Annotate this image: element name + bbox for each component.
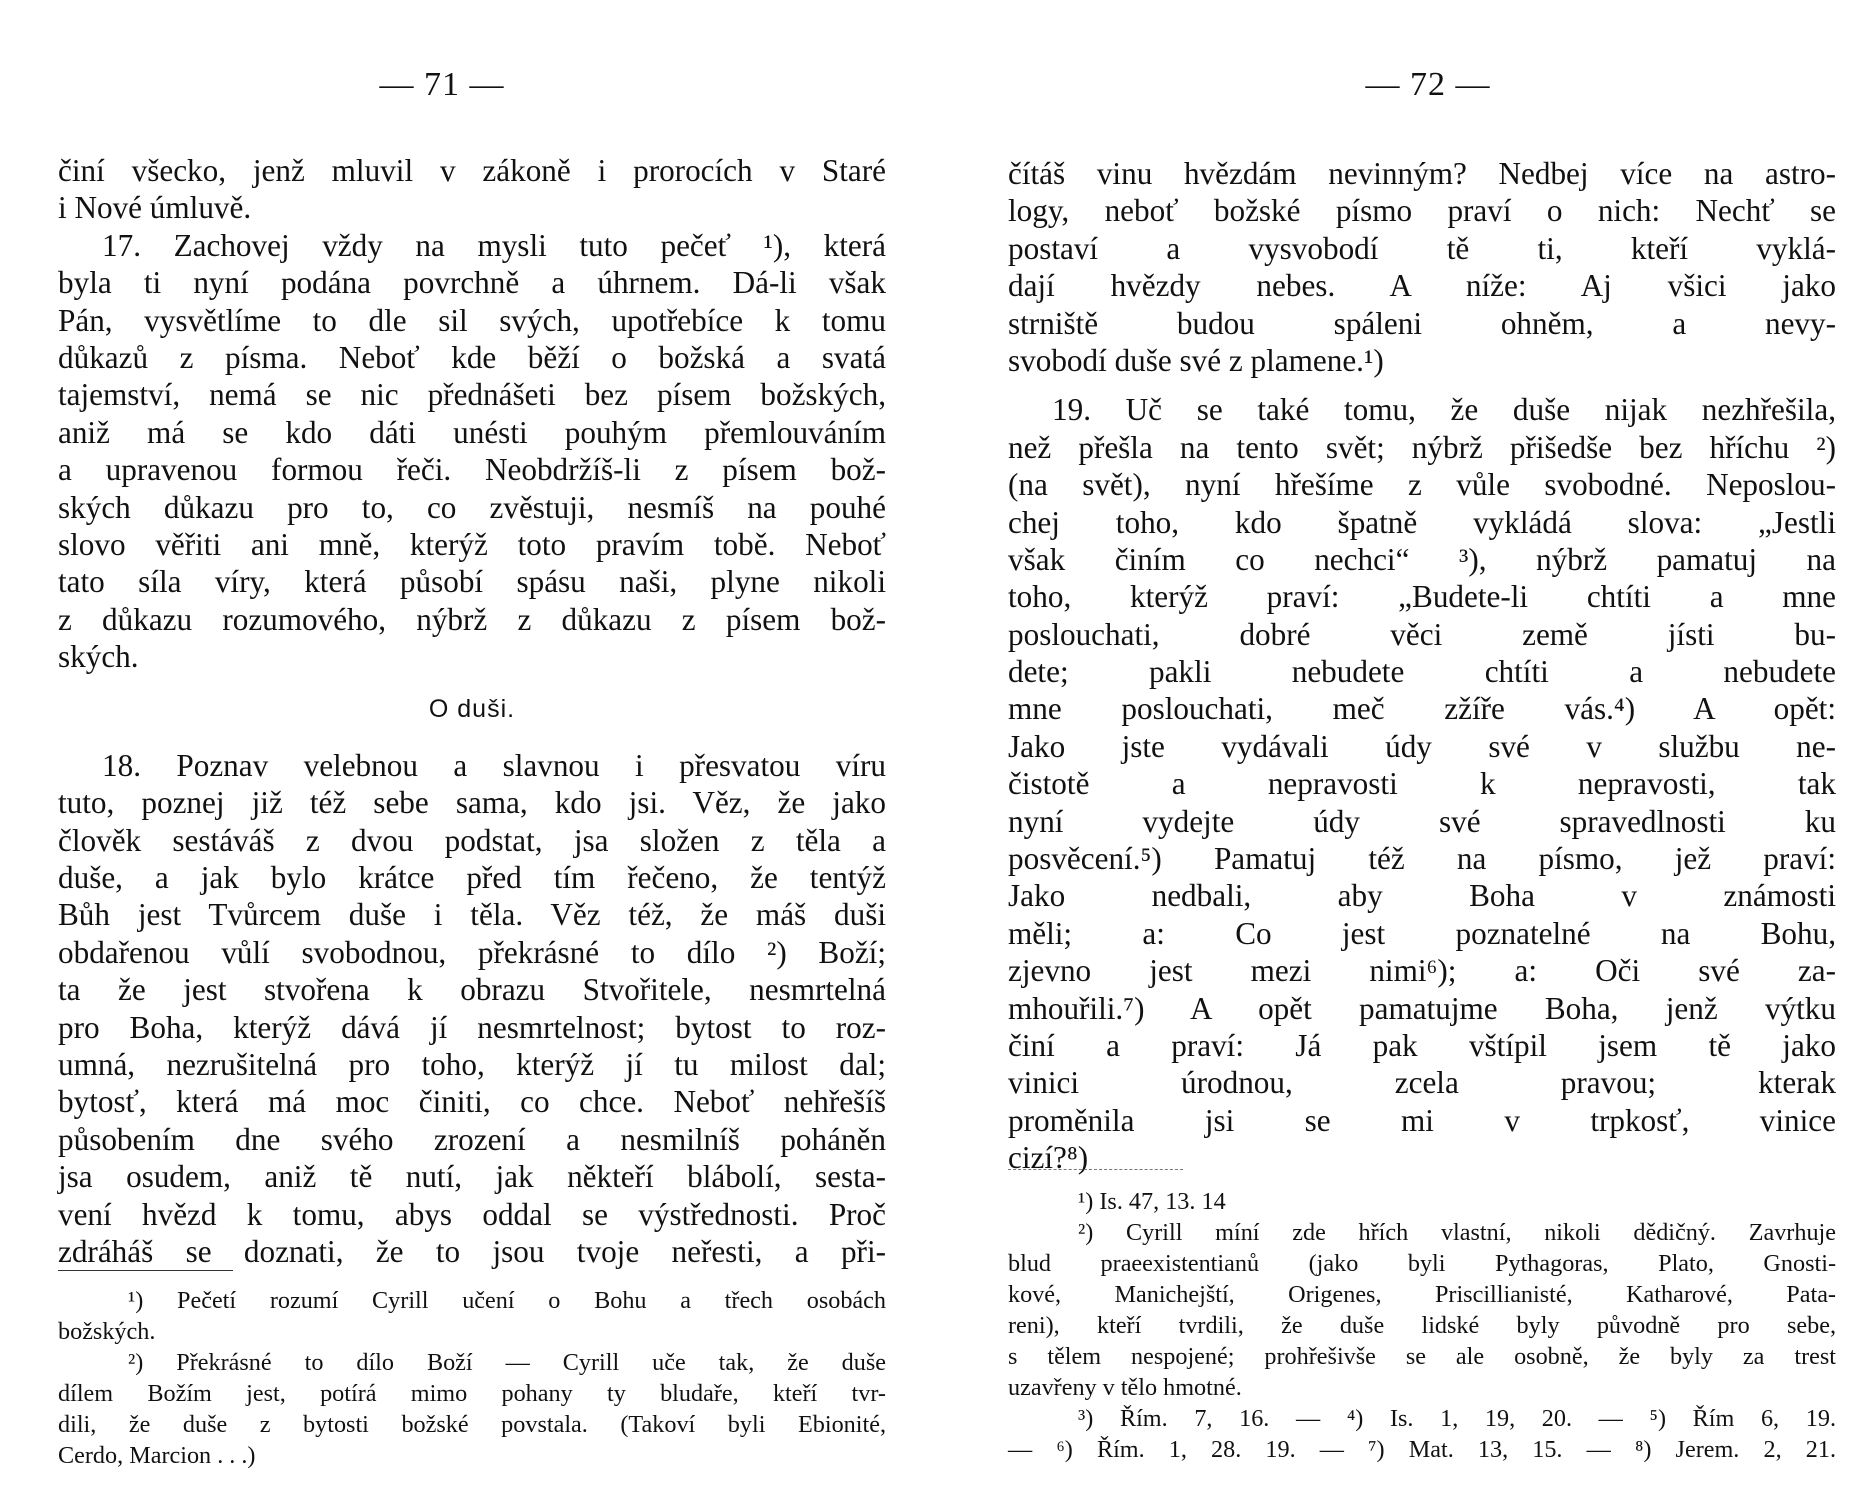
text-line: působením dne svého zrození a nesmilníš poháněn [58, 1121, 886, 1157]
text-line: mhouřili.⁷) A opět pamatujme Boha, jenž výtku [1008, 990, 1836, 1026]
footnote-line: s tělem nespojené; prohřešivše se ale osobně, že byly za trest [1008, 1343, 1836, 1370]
text-line: i Nové úmluvě. [58, 190, 252, 226]
text-line: proměnila jsi se mi v trpkosť, vinice [1008, 1102, 1836, 1138]
text-line: činí a praví: Já pak vštípil jsem tě jako [1008, 1027, 1836, 1063]
text-line: Pán, vysvětlíme to dle sil svých, upotřebíce k tomu [58, 302, 886, 338]
text-line: posvěcení.⁵) Pamatuj též na písmo, jež praví: [1008, 841, 1836, 877]
footnote-line: ³) Řím. 7, 16. — ⁴) Is. 1, 19, 20. — ⁵) Řím 6, 19. [1078, 1405, 1836, 1432]
text-line: svobodí duše své z plamene.¹) [1008, 342, 1384, 378]
text-line: aniž má se kdo dáti unésti pouhým přemlouváním [58, 414, 886, 450]
text-line: 17. Zachovej vždy na mysli tuto pečeť ¹), která [102, 227, 886, 263]
text-line: slovo věřiti ani mně, kterýž toto pravím tobě. Neboť [58, 526, 886, 562]
text-line: čistotě a nepravosti k nepravosti, tak [1008, 766, 1836, 802]
text-line: pro Boha, kterýž dává jí nesmrtelnost; bytost to roz- [58, 1009, 886, 1045]
text-line: obdařenou vůlí svobodnou, překrásné to dílo ²) Boží; [58, 934, 886, 970]
text-line: čítáš vinu hvězdám nevinným? Nedbej více na astro- [1008, 156, 1836, 191]
text-line: umná, nezrušitelná pro toho, kterýž jí tu milost dal; [58, 1046, 886, 1082]
text-line: činí všecko, jenž mluvil v zákoně i prorocích v Staré [58, 153, 886, 188]
text-line: toho, kterýž praví: „Budete-li chtíti a mne [1008, 579, 1836, 615]
text-line: poslouchati, dobré věci země jísti bu- [1008, 616, 1836, 652]
text-line: vinici úrodnou, zcela pravou; kterak [1008, 1065, 1836, 1101]
text-line: logy, neboť božské písmo praví o nich: Nechť se [1008, 193, 1836, 229]
text-line: než přešla na tento svět; nýbrž přišedše bez hříchu ²) [1008, 429, 1836, 465]
footnote-line: božských. [58, 1318, 156, 1345]
footnote-divider [58, 1270, 233, 1271]
text-line: bytosť, která má moc činiti, co chce. Neboť nehřešíš [58, 1084, 886, 1120]
section-heading: O duši. [428, 695, 516, 724]
text-line: ských důkazu pro to, co zvěstuji, nesmíš na pouhé [58, 489, 886, 525]
text-line: byla ti nyní podána povrchně a úhrnem. Dá-li však [58, 265, 886, 301]
text-line: 19. Uč se také tomu, že duše nijak nezhřešila, [1052, 392, 1836, 428]
page-number: — 71 — [379, 66, 505, 103]
text-line: důkazů z písma. Neboť kde běží o božská a svatá [58, 339, 886, 375]
text-line: tuto, poznej již též sebe sama, kdo jsi. Věz, že jako [58, 785, 886, 821]
footnotes [1008, 1186, 1836, 1465]
text-line: dete; pakli nebudete chtíti a nebudete [1008, 654, 1836, 690]
text-line: však činím co nechci“ ³), nýbrž pamatuj na [1008, 541, 1836, 577]
text-line: jsa osudem, aniž tě nutí, jak někteří blábolí, sesta- [58, 1159, 886, 1195]
footnote-line: ¹) Is. 47, 13. 14 [1078, 1188, 1226, 1215]
text-line: ských. [58, 639, 139, 675]
text-line: mne poslouchati, meč zžíře vás.⁴) A opět: [1008, 691, 1836, 727]
text-line: postaví a vysvobodí tě ti, kteří vyklá- [1008, 230, 1836, 266]
text-line: a upravenou formou řeči. Neobdržíš-li z písem bož- [58, 452, 886, 488]
footnotes [58, 1285, 886, 1471]
footnote-line: dílem Božím jest, potírá mimo pohany ty bludaře, kteří tvr- [58, 1380, 886, 1407]
text-line: cizí?⁸) [1008, 1140, 1089, 1176]
text-line: člověk sestáváš z dvou podstat, jsa složen z těla a [58, 822, 886, 858]
text-line: 18. Poznav velebnou a slavnou i přesvatou víru [102, 747, 886, 783]
footnote-line: ²) Překrásné to dílo Boží — Cyrill uče tak, že duše [128, 1349, 886, 1376]
text-line: vení hvězd k tomu, abys oddal se výstřednosti. Proč [58, 1196, 886, 1232]
left-page [58, 0, 886, 1500]
footnote-line: uzavřeny v tělo hmotné. [1008, 1374, 1242, 1401]
footnote-line: kové, Manichejští, Origenes, Priscillianisté, Katharové, Pata- [1008, 1281, 1836, 1308]
text-line: zdráháš se doznati, že to jsou tvoje neřesti, a při- [58, 1233, 886, 1269]
text-line: zjevno jest mezi nimi⁶); a: Oči své za- [1008, 953, 1836, 989]
text-line: chej toho, kdo špatně vykládá slova: „Jestli [1008, 504, 1836, 540]
page-number: — 72 — [1365, 66, 1491, 103]
footnote-divider [1008, 1169, 1183, 1170]
text-line: Jako nedbali, aby Boha v známosti [1008, 878, 1836, 914]
footnote-line: reni), kteří tvrdili, že duše lidské byly původně pro sebe, [1008, 1312, 1836, 1339]
body-text [58, 152, 886, 1270]
footnote-line: ²) Cyrill míní zde hřích vlastní, nikoli dědičný. Zavrhuje [1078, 1219, 1836, 1246]
text-line: Jako jste vydávali údy své v službu ne- [1008, 728, 1836, 764]
text-line: (na svět), nyní hřešíme z vůle svobodné. Neposlou- [1008, 467, 1836, 503]
text-line: Bůh jest Tvůrcem duše i těla. Věz též, že máš duši [58, 897, 886, 933]
text-line: tato síla víry, která působí spásu naši, plyne nikoli [58, 564, 886, 600]
text-line: ta že jest stvořena k obrazu Stvořitele, nesmrtelná [58, 972, 886, 1008]
footnote-line: — ⁶) Řím. 1, 28. 19. — ⁷) Mat. 13, 15. — ⁸) Jerem. 2, 21. [1008, 1436, 1836, 1463]
text-line: duše, a jak bylo krátce před tím řečeno, že tentýž [58, 860, 886, 896]
footnote-line: blud praeexistentianů (jako byli Pythagoras, Plato, Gnosti- [1008, 1250, 1836, 1277]
text-line: nyní vydejte údy své spravedlnosti ku [1008, 803, 1836, 839]
text-line: dají hvězdy nebes. A níže: Aj všici jako [1008, 268, 1836, 304]
footnote-line: dili, že duše z bytosti božské povstala. (Takoví byli Ebionité, [58, 1411, 886, 1438]
footnote-line: Cerdo, Marcion . . .) [58, 1442, 256, 1469]
footnote-line: ¹) Pečetí rozumí Cyrill učení o Bohu a třech osobách [128, 1287, 886, 1314]
right-page [1008, 0, 1836, 1500]
text-line: strniště budou spáleni ohněm, a nevy- [1008, 305, 1836, 341]
body-text [1008, 155, 1836, 1177]
text-line: z důkazu rozumového, nýbrž z důkazu z písem bož- [58, 601, 886, 637]
text-line: tajemství, nemá se nic přednášeti bez písem božských, [58, 377, 886, 413]
text-line: měli; a: Co jest poznatelné na Bohu, [1008, 915, 1836, 951]
